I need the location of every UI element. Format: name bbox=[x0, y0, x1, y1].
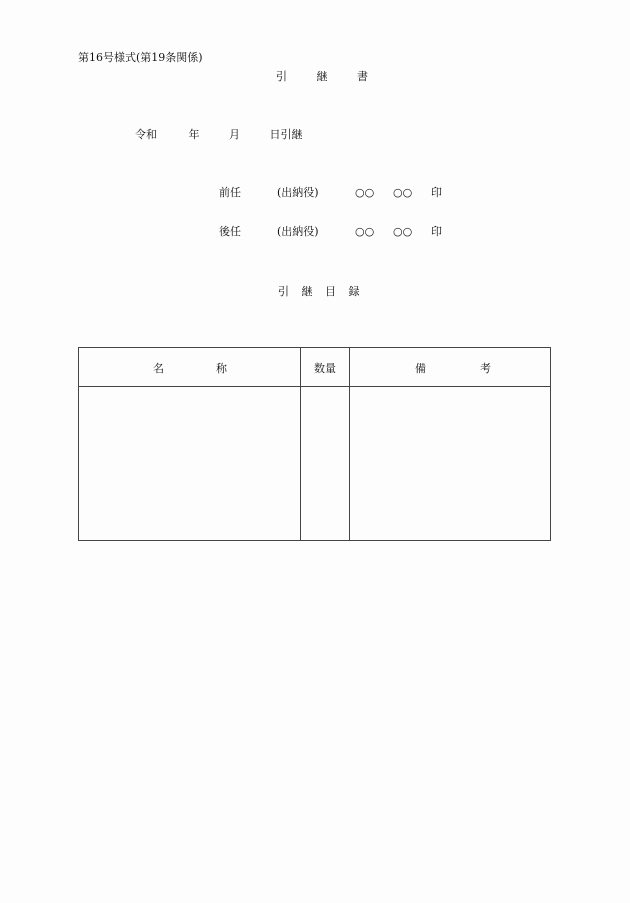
title-char: 書 bbox=[357, 70, 368, 83]
header-char: 称 bbox=[216, 362, 227, 375]
column-header-quantity: 数量 bbox=[314, 362, 336, 375]
seal-mark: 印 bbox=[431, 225, 442, 238]
date-day: 日引継 bbox=[269, 128, 303, 141]
column-divider bbox=[300, 348, 301, 540]
seal-mark: 印 bbox=[431, 186, 442, 199]
name-given: ○○ bbox=[393, 225, 413, 238]
header-char: 考 bbox=[480, 362, 491, 375]
inventory-table bbox=[78, 347, 551, 541]
position-label: (出納役) bbox=[277, 186, 319, 199]
column-header-remarks bbox=[415, 360, 491, 376]
header-char: 備 bbox=[415, 362, 426, 375]
name-given: ○○ bbox=[393, 186, 413, 199]
column-divider bbox=[349, 348, 350, 540]
name-family: ○○ bbox=[355, 186, 375, 199]
position-label: (出納役) bbox=[277, 225, 319, 238]
header-char: 名 bbox=[153, 362, 164, 375]
role-label: 前任 bbox=[219, 186, 241, 199]
title-char: 継 bbox=[316, 70, 328, 83]
predecessor-row bbox=[219, 184, 442, 200]
date-month: 月 bbox=[229, 128, 240, 141]
column-header-name bbox=[153, 360, 227, 376]
successor-row bbox=[219, 223, 442, 239]
date-year: 年 bbox=[188, 128, 200, 141]
name-family: ○○ bbox=[355, 225, 375, 238]
document-title bbox=[276, 68, 368, 84]
role-label: 後任 bbox=[219, 225, 241, 238]
date-line bbox=[135, 126, 303, 142]
header-divider bbox=[79, 386, 550, 387]
inventory-title: 引 継 目 録 bbox=[278, 285, 360, 298]
title-char: 引 bbox=[276, 70, 287, 83]
form-number: 第16号様式(第19条関係) bbox=[78, 51, 203, 64]
date-era: 令和 bbox=[135, 128, 157, 141]
